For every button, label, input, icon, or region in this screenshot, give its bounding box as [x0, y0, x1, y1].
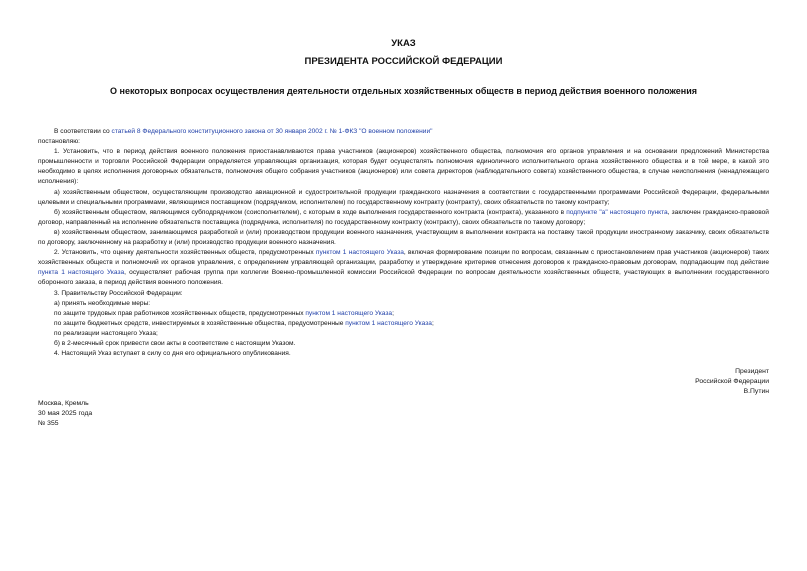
point-1-link[interactable]: пунктом 1 настоящего Указа [315, 249, 404, 257]
paragraph-1b: б) хозяйственным обществом, являющимся субподрядчиком (соисполнителем), с которым в ходе выполнения государственного контракта (контракта), указанного в подпункте "а" настоящего пункта, заключен гражданско-правовой договор, направленный на исполнение обязательств поставщика (подрядчика, исполнителя) по государственному контракту (контракту), своих обязательств по такому договору; [38, 208, 769, 226]
paragraph-3a-1: по защите трудовых прав работников хозяйственных обществ, предусмотренных пунктом 1 настоящего Указа; [54, 309, 394, 317]
signature-name: В.Путин [743, 388, 769, 396]
paragraph-4: 4. Настоящий Указ вступает в силу со дня его официального опубликования. [54, 350, 291, 358]
point-1-link-2[interactable]: пункта 1 настоящего Указа [38, 269, 125, 277]
document-title: УКАЗ [391, 38, 416, 49]
document-body [38, 127, 769, 359]
decree-word: постановляю: [38, 138, 81, 146]
paragraph-2: 2. Установить, что оценку деятельности хозяйственных обществ, предусмотренных пунктом 1 настоящего Указа, включая формирование позиции по вопросам, связанным с приостановлением прав участников (акционеров) таких хозяйственных обществ и полномочий их органов управления, с определением управляющей организации, разработку и утверждение критериев отнесения договоров к гражданско-правовым договорам, подпадающим под действие пункта 1 настоящего Указа, осуществляет рабочая группа при коллегии Военно-промышленной комиссии Российской Федерации по вопросам деятельности хозяйственных обществ, участвующих в выполнении государственного оборонного заказа, в период действия военного положения. [38, 249, 769, 287]
signature-title: Президент [735, 368, 769, 375]
signature-country: Российской Федерации [695, 378, 769, 386]
paragraph-3: 3. Правительству Российской Федерации: [54, 289, 183, 297]
paragraph-1a: а) хозяйственным обществом, осуществляющим производство авиационной и судостроительной продукции гражданского назначения в соответствии с государственными программами Российской Федерации, федеральными целевыми и специальными программами, являющимся поставщиком (подрядчиком, исполнителем) по государственному контракту (контракту), своих обязательств по такому контракту; [38, 188, 769, 206]
document-place: Москва, Кремль [38, 400, 89, 407]
law-link[interactable]: статьей 8 Федерального конституционного закона от 30 января 2002 г. № 1-ФКЗ "О военном положении" [111, 128, 433, 135]
preamble: В соответствии со статьей 8 Федерального конституционного закона от 30 января 2002 г. № 1-ФКЗ "О военном положении" [54, 128, 433, 135]
paragraph-3b: б) в 2-месячный срок привести свои акты в соответствие с настоящим Указом. [54, 339, 296, 347]
signature-block [695, 367, 769, 398]
paragraph-1c: в) хозяйственным обществом, занимающимся разработкой и (или) производством продукции военного назначения, участвующим в выполнении контракта на поставку такой продукции иностранному заказчику, своих обязательств по договору, заключенному на разработку и (или) производство продукции военного назначения. [38, 228, 769, 247]
point-1-link-3[interactable]: пунктом 1 настоящего Указа [305, 309, 393, 317]
point-1-link-4[interactable]: пунктом 1 настоящего Указа [345, 319, 432, 327]
paragraph-3a-3: по реализации настоящего Указа; [54, 329, 158, 337]
document-subject: О некоторых вопросах осуществления деятельности отдельных хозяйственных обществ в период действия военного положения [110, 86, 697, 96]
document-issuer: ПРЕЗИДЕНТА РОССИЙСКОЙ ФЕДЕРАЦИИ [304, 56, 503, 67]
subparagraph-a-link[interactable]: подпункте "а" настоящего пункта [566, 208, 668, 216]
paragraph-3a: а) принять необходимые меры: [54, 299, 151, 307]
paragraph-1: 1. Установить, что в период действия военного положения приостанавливаются права участников (акционеров) хозяйственного общества, полномочия его органов управления и на основании предложений Министерства промышленности и торговли Российской Федерации определяется управляющая организация, которая будет осуществлять полномочия единоличного исполнительного органа хозяйственного общества и в той мере, в какой это необходимо в целях исполнения договорных обязательств, полномочия общего собрания участников (акционеров) или совета директоров (наблюдательного совета) хозяйственного общества, в случае неисполнения (ненадлежащего исполнения): [38, 148, 769, 186]
paragraph-3a-2: по защите бюджетных средств, инвестируемых в хозяйственные общества, предусмотренные пунктом 1 настоящего Указа; [54, 319, 434, 327]
document-number: № 355 [38, 420, 59, 428]
document-date: 30 мая 2025 года [38, 410, 93, 418]
document-meta [38, 399, 92, 430]
